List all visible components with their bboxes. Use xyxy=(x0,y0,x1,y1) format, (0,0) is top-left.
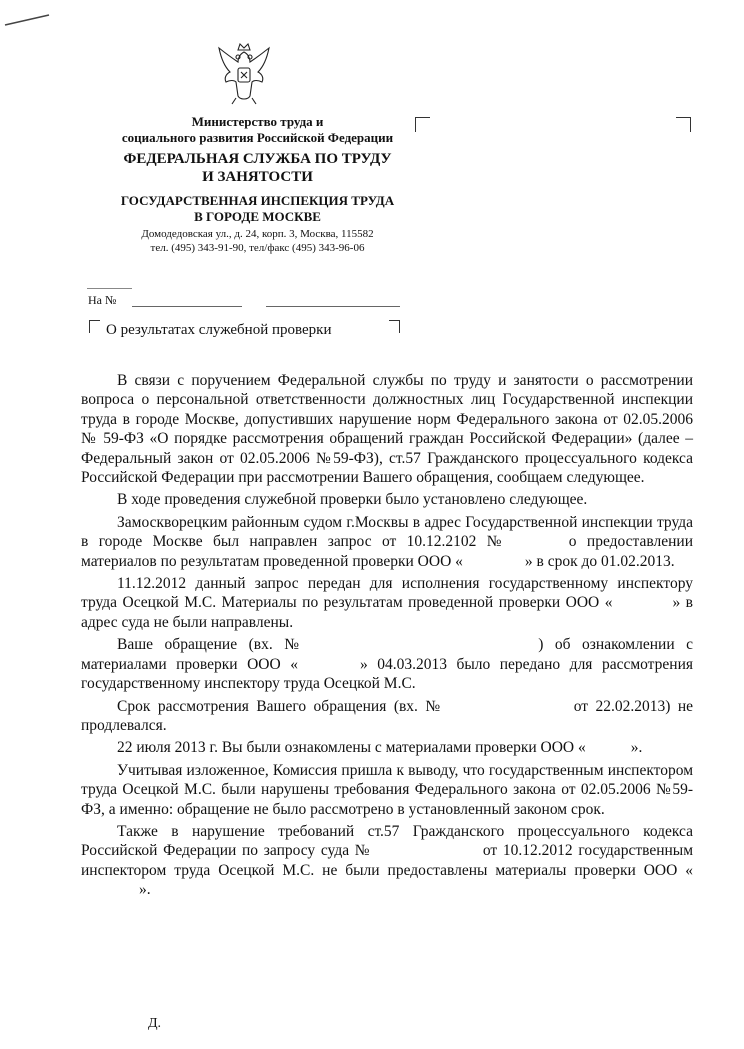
service-line-1: ФЕДЕРАЛЬНАЯ СЛУЖБА ПО ТРУДУ xyxy=(123,151,392,167)
reference-label: На № xyxy=(88,293,117,307)
paragraph-7-text-a: 22 июля 2013 г. Вы были ознакомлены с материалами проверки ООО « xyxy=(117,739,586,757)
paragraph-7 xyxy=(81,738,693,757)
ministry-line-1: Министерство труда и xyxy=(191,114,324,129)
paragraph-3-text-d: » в срок до 01.02.2013. xyxy=(524,552,675,570)
service-name xyxy=(70,150,445,186)
inspection-line-1: ГОСУДАРСТВЕННАЯ ИНСПЕКЦИЯ ТРУДА xyxy=(120,193,395,208)
date-line xyxy=(87,288,132,289)
inspection-name xyxy=(70,193,445,225)
paragraph-3-text-a: Замоскворецким районным судом г.Москвы в адрес Государственной инспекции труда в городе Москве был направлен запрос от 10.12.2102 № xyxy=(81,513,693,551)
inspection-line-2: В ГОРОДЕ МОСКВЕ xyxy=(194,209,321,224)
paragraph-4 xyxy=(81,574,693,632)
ministry-name xyxy=(70,114,445,146)
paragraph-2: В ходе проведения служебной проверки было установлено следующее. xyxy=(117,491,588,509)
subject-bracket-right xyxy=(389,320,400,333)
addressee-corner-left xyxy=(415,117,430,132)
address-line-2: тел. (495) 343-91-90, тел/факс (495) 343-96-06 xyxy=(150,242,365,254)
paragraph-5-text-b: ) об ознакомлении с материалами проверки ООО « xyxy=(81,636,694,673)
paragraph-5-text-c: » 04.03.2013 было передано для рассмотрения государственному инспектору труда Осецкой М.С. xyxy=(81,655,693,693)
letter-body xyxy=(81,371,693,903)
paragraph-6 xyxy=(81,697,693,736)
service-line-2: И ЗАНЯТОСТИ xyxy=(202,169,313,185)
paragraph-3 xyxy=(81,513,693,571)
address-line-1: Домодедовская ул., д. 24, корп. 3, Москва, 115582 xyxy=(141,228,374,240)
paragraph-9-text-c: ». xyxy=(139,881,151,899)
paragraph-9-text-a: Также в нарушение требований ст.57 Гражданского процессуального кодекса Российской Федерации по запросу суда № xyxy=(81,822,693,860)
paragraph-6-text-b: от 22.02.2013) не продлевался. xyxy=(81,697,694,734)
signature-initial: Д. xyxy=(148,1016,162,1031)
paragraph-5 xyxy=(81,635,693,693)
paragraph-8: Учитывая изложенное, Комиссия пришла к выводу, что государственным инспектором труда Осецкой М.С. были нарушены требования Федерального закона от 02.05.2006 №59-ФЗ, а именно: обращение не было рассмотрено в установленный законом срок. xyxy=(81,761,693,818)
subject-bracket-left xyxy=(89,320,100,333)
addressee-corner-right xyxy=(676,117,691,132)
paragraph-6-text-a: Срок рассмотрения Вашего обращения (вх. № xyxy=(117,697,444,715)
address-block xyxy=(70,227,445,255)
paragraph-3-text-b: о предоставлении материалов по результатам проведенной проверки ООО xyxy=(81,533,693,570)
letter-subject: О результатах служебной проверки xyxy=(106,322,332,338)
paragraph-9-text-b: от 10.12.2012 государственным инспектором труда Осецкой М.С. не были предоставлены материалы проверки ООО « xyxy=(81,842,694,879)
paragraph-4-text-b: » в адрес суда не были направлены. xyxy=(81,594,693,631)
paragraph-5-text-a: Ваше обращение (вх. № xyxy=(117,636,307,654)
paragraph-7-text-b: ». xyxy=(630,739,643,757)
paragraph-3-text-c: « xyxy=(455,552,463,570)
paragraph-1: В связи с поручением Федеральной службы по труду и занятости о рассмотрении вопроса о персональной ответственности должностных лиц Государственной инспекции труда в городе Москве, допустивших нарушение норм Федерального закона от 02.05.2006 № 59-ФЗ «О порядке рассмотрения обращений граждан Российской Федерации» (далее – Федеральный закон от 02.05.2006 №59-ФЗ), ст.57 Гражданского процессуального кодекса Российской Федерации при рассмотрении Вашего обращения, сообщаем следующее. xyxy=(81,372,693,487)
paragraph-9 xyxy=(81,822,693,900)
reference-date-blank xyxy=(266,306,400,307)
reference-number-blank xyxy=(132,306,242,307)
ministry-line-2: социального развития Российской Федерации xyxy=(121,130,394,145)
paragraph-4-text-a: 11.12.2012 данный запрос передан для исполнения государственному инспектору труда Осецкой М.С. Материалы по результатам проведенной проверки ООО « xyxy=(81,575,693,612)
scan-mark xyxy=(3,13,51,27)
state-emblem-icon xyxy=(216,40,272,106)
